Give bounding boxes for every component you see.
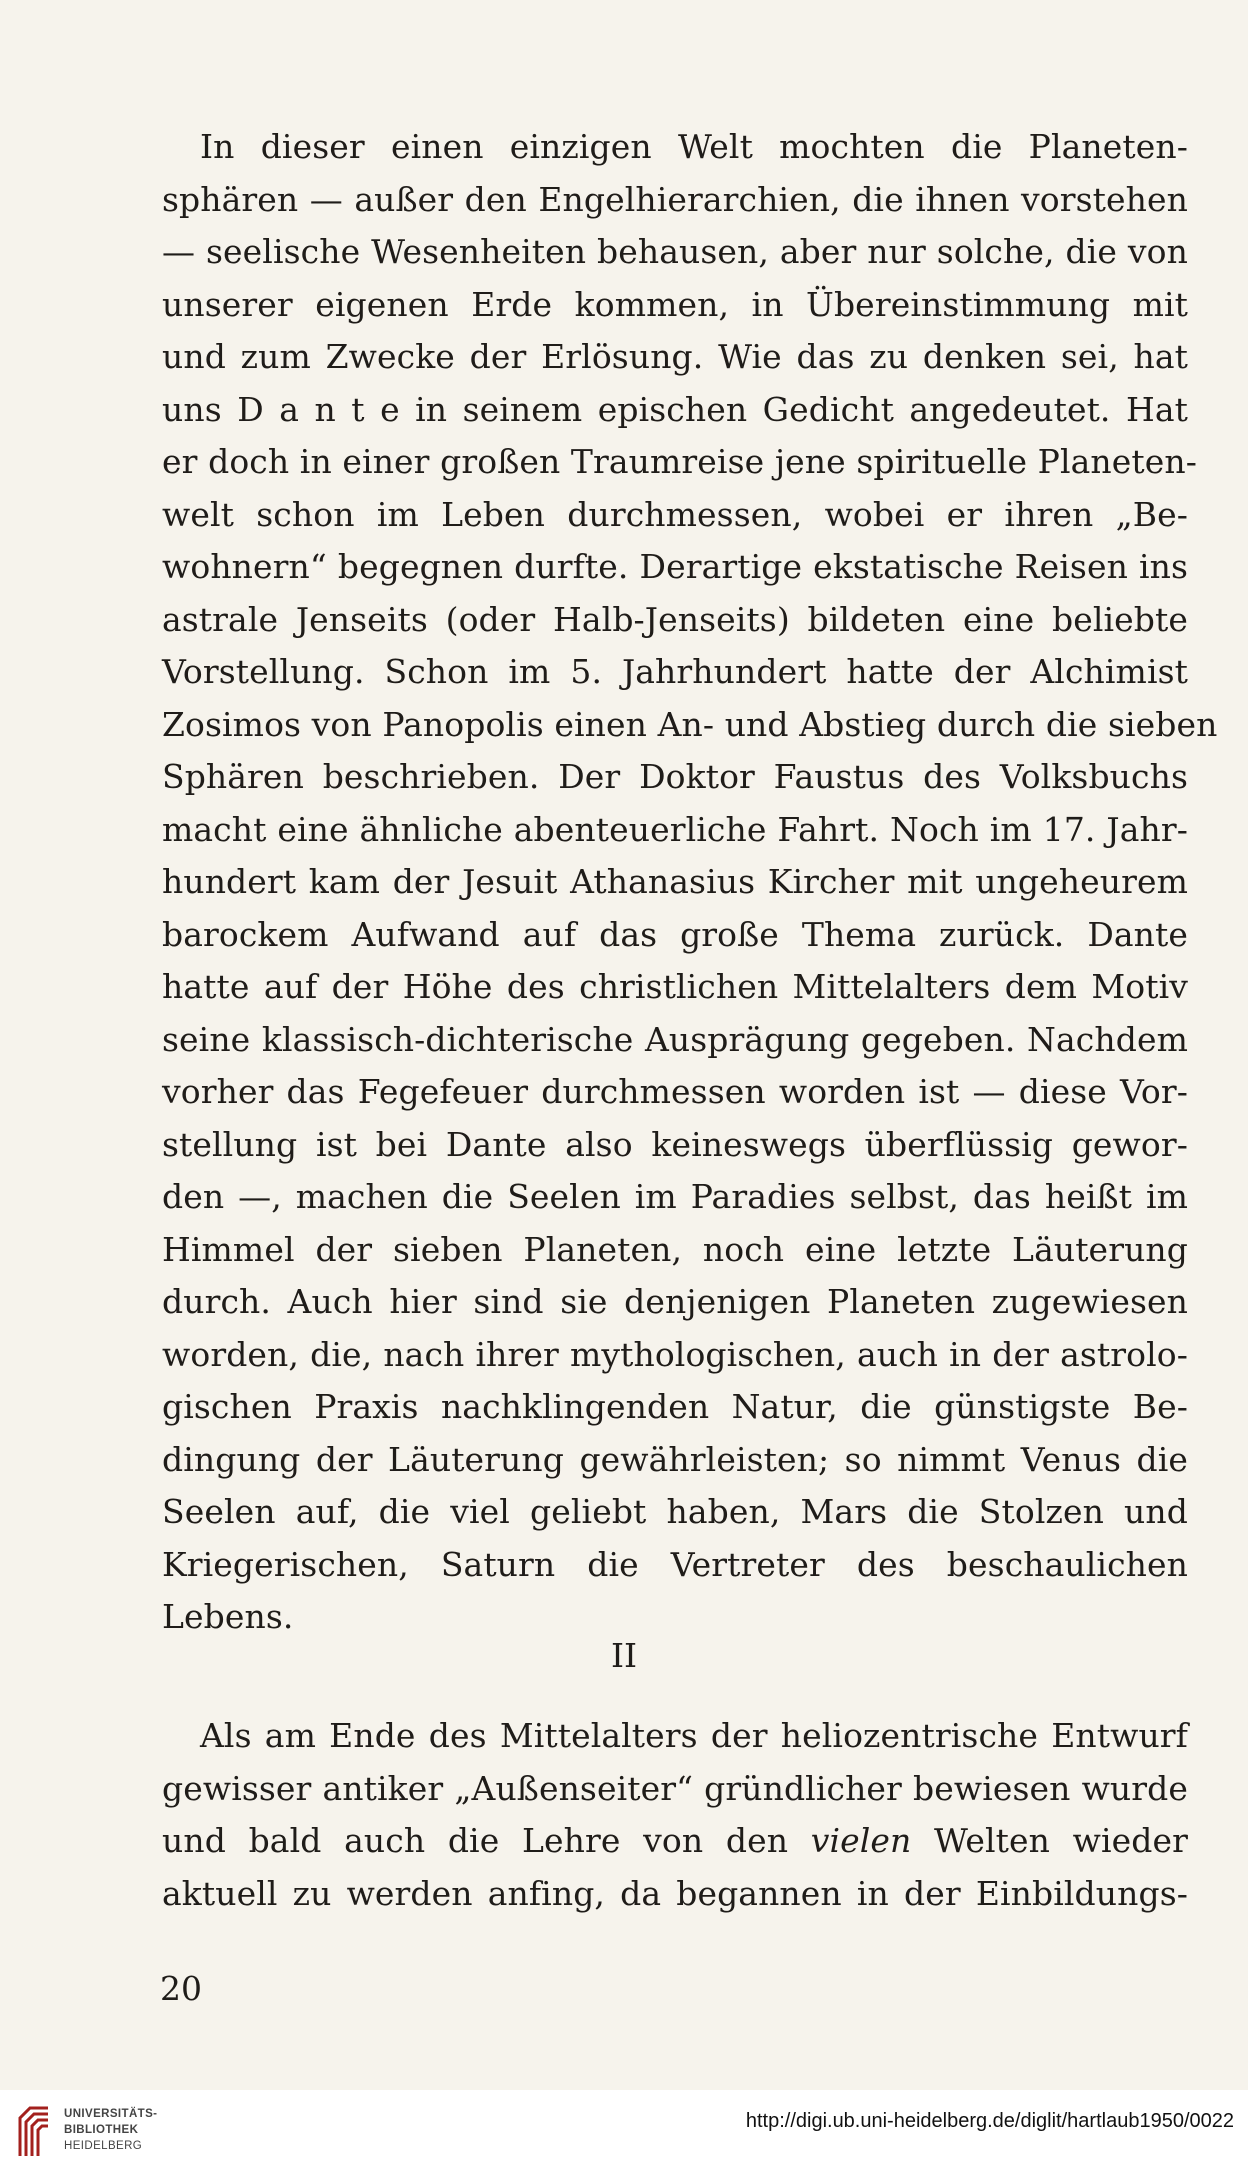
text-line: worden, die, nach ihrer mythologischen, auch in der astrolo-	[162, 1334, 1188, 1374]
text-line: unserer eigenen Erde kommen, in Übereinstimmung mit	[162, 284, 1188, 324]
text-line: Zosimos von Panopolis einen An- und Abstieg durch die sieben	[162, 704, 1218, 744]
text-line: macht eine ähnliche abenteuerliche Fahrt. Noch im 17. Jahr-	[162, 809, 1188, 849]
digitization-footer	[0, 2090, 1248, 2172]
emphasized-word: vielen	[810, 1821, 912, 1860]
text-line: dingung der Läuterung gewährleisten; so nimmt Venus die	[162, 1439, 1188, 1479]
text-line: In dieser einen einzigen Welt mochten die Planeten-	[200, 127, 1188, 166]
text-line: Himmel der sieben Planeten, noch eine letzte Läuterung	[162, 1229, 1188, 1269]
text-line: uns D a n t e in seinem epischen Gedicht angedeutet. Hat	[162, 389, 1188, 429]
text-line: gischen Praxis nachklingenden Natur, die günstigste Be-	[162, 1387, 1188, 1426]
text-segment: Welten wieder	[911, 1821, 1189, 1860]
text-line: Kriegerischen, Saturn die Vertreter des beschaulichen	[162, 1544, 1188, 1584]
text-line: barockem Aufwand auf das große Thema zurück. Dante	[162, 914, 1188, 954]
text-line: Als am Ende des Mittelalters der heliozentrische Entwurf	[200, 1716, 1188, 1755]
text-line: und zum Zwecke der Erlösung. Wie das zu denken sei, hat	[162, 337, 1188, 376]
library-name	[64, 2106, 157, 2154]
paragraph-1	[162, 121, 1218, 1644]
text-line: seine klassisch-dichterische Ausprägung gegeben. Nachdem	[162, 1019, 1188, 1059]
text-line: welt schon im Leben durchmessen, wobei er ihren „Be-	[162, 494, 1188, 534]
library-name-line: UNIVERSITÄTS-	[64, 2108, 158, 2120]
text-line: astrale Jenseits (oder Halb-Jenseits) bildeten eine beliebte	[162, 599, 1188, 639]
text-line-with-emphasis	[162, 1815, 1188, 1868]
text-line: wohnern“ begegnen durfte. Derartige ekstatische Reisen ins	[162, 547, 1188, 586]
text-line: sphären — außer den Engelhierarchien, die ihnen vorstehen	[162, 179, 1188, 219]
text-line: Vorstellung. Schon im 5. Jahrhundert hatte der Alchimist	[162, 652, 1188, 691]
library-name-line: HEIDELBERG	[64, 2140, 143, 2152]
library-logo-icon	[16, 2104, 52, 2158]
page-number: 20	[160, 1969, 202, 2008]
library-name-line: BIBLIOTHEK	[64, 2124, 139, 2136]
text-line: hatte auf der Höhe des christlichen Mittelalters dem Motiv	[162, 967, 1188, 1006]
source-url-link[interactable]: http://digi.ub.uni-heidelberg.de/diglit/hartlaub1950/0022	[745, 2110, 1234, 2132]
text-line: aktuell zu werden anfing, da begannen in der Einbildungs-	[162, 1873, 1188, 1913]
text-line: Seelen auf, die viel geliebt haben, Mars die Stolzen und	[162, 1492, 1188, 1531]
text-line: gewisser antiker „Außenseiter“ gründlicher bewiesen wurde	[162, 1768, 1188, 1808]
text-line: hundert kam der Jesuit Athanasius Kircher mit ungeheurem	[162, 862, 1188, 901]
text-line: stellung ist bei Dante also keineswegs überflüssig gewor-	[162, 1124, 1188, 1164]
text-line: Lebens.	[162, 1597, 294, 1636]
section-heading: II	[610, 1636, 638, 1675]
text-segment: und bald auch die Lehre von den	[162, 1821, 811, 1860]
text-line: vorher das Fegefeuer durchmessen worden ist — diese Vor-	[162, 1072, 1188, 1111]
text-line: den —, machen die Seelen im Paradies selbst, das heißt im	[162, 1177, 1188, 1216]
text-line: er doch in einer großen Traumreise jene spirituelle Planeten-	[162, 442, 1197, 481]
paragraph-2	[162, 1710, 1188, 1920]
text-line: durch. Auch hier sind sie denjenigen Planeten zugewiesen	[162, 1282, 1188, 1321]
text-line: Sphären beschrieben. Der Doktor Faustus des Volksbuchs	[162, 757, 1188, 796]
text-line: — seelische Wesenheiten behausen, aber nur solche, die von	[162, 232, 1188, 271]
